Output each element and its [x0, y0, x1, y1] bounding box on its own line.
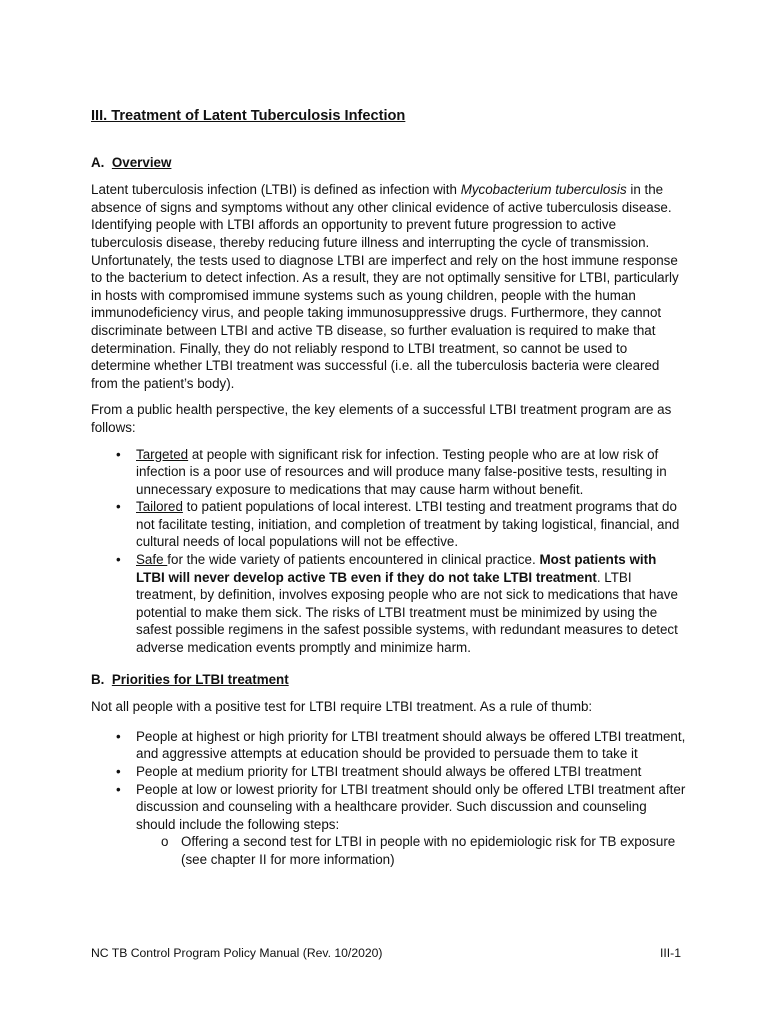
list-item — [91, 551, 687, 657]
organism-name: Mycobacterium tuberculosis — [460, 182, 627, 198]
key-elements-list — [91, 446, 687, 657]
bullet-text-continued: . LTBI treatment, by definition, involves exposing people who are not sick to medications that have potential to make them sick. The risks of LTBI treatment must be minimized by using the safest possible regimens in the safest possible systems, with redundant measures to detect adverse medication events promptly and minimize harm. — [136, 569, 678, 656]
bullet-text: at people with significant risk for infection. Testing people who are at low risk of infection is a poor use of resources and will produce many false-positive tests, resulting in unnecessary exposure to medications that may cause harm without benefit. — [136, 446, 667, 497]
document-page — [91, 108, 687, 881]
footer-manual-title: NC TB Control Program Policy Manual (Rev. 10/2020) — [91, 946, 383, 960]
overview-text-rest: in the absence of signs and symptoms without any other clinical evidence of active tuberculosis disease. Identifying people with LTBI affords an opportunity to prevent future progression to active tuberculosis disease, thereby reducing future illness and interrupting the cycle of transmission. Unfortunately, the tests used to diagnose LTBI are imperfect and rely on the host immune response to the bacterium to detect infection. As a result, they are not optimally sensitive for LTBI, particularly in hosts with compromised immune systems such as young children, people with the human immunodeficiency virus, and people taking immunosuppressive drugs. Furthermore, they cannot discriminate between LTBI and active TB disease, so further evaluation is required to make that determination. Finally, they do not reliably respond to LTBI treatment, so cannot be used to determine whether LTBI treatment was successful (i.e. all the tuberculosis bacteria were cleared from the patient’s body). — [91, 182, 679, 391]
bullet-text: for the wide variety of patients encountered in clinical practice. — [167, 552, 540, 568]
overview-paragraph — [91, 181, 687, 392]
list-item — [91, 446, 687, 499]
list-item: • People at medium priority for LTBI treatment should always be offered LTBI treatment — [91, 763, 687, 781]
section-a-number: A. — [91, 154, 105, 170]
overview-text-start: Latent tuberculosis infection (LTBI) is defined as infection with — [91, 182, 461, 198]
section-b-heading — [91, 671, 687, 689]
key-elements-intro: From a public health perspective, the key elements of a successful LTBI treatment program are as follows: — [91, 402, 672, 435]
priorities-intro: Not all people with a positive test for LTBI require LTBI treatment. As a rule of thumb: — [91, 699, 593, 715]
list-item: • People at highest or high priority for LTBI treatment should always be offered LTBI treatment, and aggressive attempts at education should be provided to persuade them to take it — [91, 728, 687, 763]
section-b-number: B. — [91, 671, 105, 687]
section-a-heading — [91, 154, 687, 172]
sub-list-item: o Offering a second test for LTBI in people with no epidemiologic risk for TB exposure (see chapter II for more information) — [136, 833, 687, 868]
section-a-title: Overview — [111, 154, 172, 170]
sub-list — [136, 833, 687, 868]
bullet-text: People at low or lowest priority for LTBI treatment should only be offered LTBI treatment after discussion and counseling with a healthcare provider. Such discussion and counseling should include the following steps: — [136, 781, 686, 832]
list-item — [91, 498, 687, 551]
bullet-text: to patient populations of local interest. LTBI testing and treatment programs that do not facilitate testing, initiation, and completion of treatment by taking logistical, financial, and cultural needs of local populations will not be effective. — [136, 499, 680, 550]
list-item — [91, 781, 687, 869]
bullet-term: Targeted — [136, 446, 189, 462]
bullet-term: Safe — [136, 552, 168, 568]
page-title: III. Treatment of Latent Tuberculosis Infection — [91, 108, 406, 124]
bullet-bold-text: Most patients with LTBI will never develop active TB even if they do not take LTBI treatment — [136, 552, 657, 585]
bullet-term: Tailored — [136, 499, 183, 515]
section-b-title: Priorities for LTBI treatment — [111, 671, 289, 687]
priorities-list — [91, 728, 687, 869]
page-footer — [91, 946, 681, 960]
page-number: III-1 — [660, 946, 681, 960]
